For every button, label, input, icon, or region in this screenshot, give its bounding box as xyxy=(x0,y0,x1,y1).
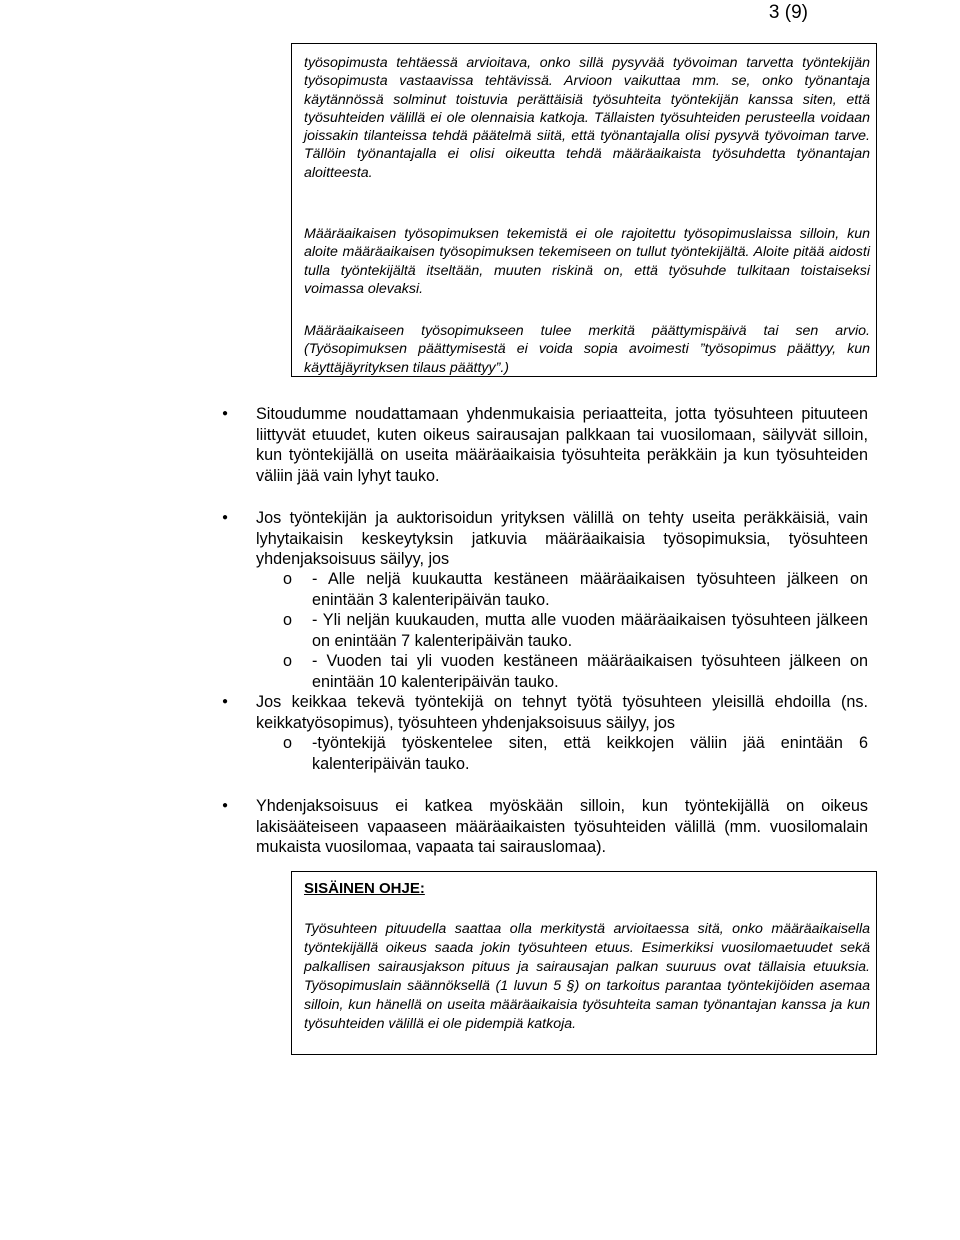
sub-bullet-text: - Alle neljä kuukautta kestäneen määräaikaisen työsuhteen jälkeen on enintään 3 kalenteripäivän tauko. xyxy=(312,570,868,609)
sub-bullet-marker: o xyxy=(283,652,293,670)
sub-bullet-marker: o xyxy=(283,611,293,629)
sub-bullet-marker: o xyxy=(283,734,293,752)
sub-bullet-text: - Yli neljän kuukauden, mutta alle vuoden määräaikaisen työsuhteen jälkeen on enintään 7 kalenteripäivän tauko. xyxy=(312,611,868,650)
internal-guidance-title: SISÄINEN OHJE: xyxy=(304,880,425,897)
bullet-icon: ● xyxy=(222,408,229,419)
internal-guidance-text: Työsuhteen pituudella saattaa olla merkitystä arvioitaessa sitä, onko määräaikaisella työntekijällä oikeus saada jokin työsuhteen etuus. Esimerkiksi vuosilomaetuudet sekä palkallisen sairausjakson pituus ja sairausajan palkan suuruus ovat tällaisia etuuksia. Työsopimuslain säännöksellä (1 luvun 5 §) on tarkoitus parantaa työntekijöiden asemaa silloin, kun hänellä on useita määräaikaisia työsuhteita saman työnantajan kanssa ja kun työsuhteiden välillä ei ole pidempiä katkoja. xyxy=(304,921,870,1032)
sub-bullet-marker: o xyxy=(283,570,293,588)
bullet-icon: ● xyxy=(222,696,229,707)
quote-paragraph-3: Määräaikaiseen työsopimukseen tulee merkitä päättymispäivä tai sen arvio. (Työsopimuksen päättymisestä ei voida sopia avoimesti ”työsopimus päättyy, kun käyttäjäyrityksen tilaus päättyy”.) xyxy=(304,323,870,376)
quote-paragraph-2: Määräaikaisen työsopimuksen tekemistä ei ole rajoitettu työsopimuslaissa silloin, kun aloite määräaikaisen työsopimuksen tekemiseen on tullut työntekijältä. Aloite pitää aidosti tulla työntekijältä itseltään, muuten riskinä on, että työsuhde tulkitaan toistaiseksi voimassa olevaksi. xyxy=(304,226,870,297)
sub-bullet-text: - Vuoden tai yli vuoden kestäneen määräaikaisen työsuhteen jälkeen on enintään 10 kalenteripäivän tauko. xyxy=(312,652,868,691)
bullet-text-2: Jos työntekijän ja auktorisoidun yrityksen välillä on tehty useita peräkkäisiä, vain lyhytaikaisin keskeytyksin jatkuvia määräaikaisia työsopimuksia, työsuhteen yhdenjaksoisuus säilyy, jos xyxy=(256,509,868,568)
bullet-icon: ● xyxy=(222,800,229,811)
quote-box xyxy=(291,43,877,377)
internal-guidance-box xyxy=(291,871,877,1055)
sub-bullet-text: -työntekijä työskentelee siten, että keikkojen väliin jää enintään 6 kalenteripäivän tauko. xyxy=(312,734,868,773)
bullet-text-1: Sitoudumme noudattamaan yhdenmukaisia periaatteita, jotta työsuhteen pituuteen liittyvät etuudet, kuten oikeus sairausajan palkkaan tai vuosilomaan, säilyvät silloin, kun työntekijällä on useita määräaikaisia työsuhteita peräkkäin ja kun työsuhteiden väliin jää vain lyhyt tauko. xyxy=(256,405,868,485)
bullet-text-3: Jos keikkaa tekevä työntekijä on tehnyt työtä työsuhteen yleisillä ehdoilla (ns. keikkatyösopimus), työsuhteen yhdenjaksoisuus säilyy, jos xyxy=(256,693,868,732)
bullet-icon: ● xyxy=(222,512,229,523)
quote-paragraph-1: työsopimusta tehtäessä arvioitava, onko sillä pysyvää työvoiman tarvetta työntekijän työsopimusta vastaavissa tehtävissä. Arvioon vaikuttaa mm. se, onko työnantaja käytännössä solminut toistuvia perättäisiä työsuhteita työntekijän kanssa siten, että työsuhteiden välillä ei ole olennaisia katkoja. Tällaisten työsuhteiden perusteella voidaan joissakin tilanteissa tehdä päätelmä siitä, että työnantajalla olisi pysyvä työvoiman tarve. Tällöin työnantajalla ei olisi oikeutta tehdä määräaikaista työsuhdetta työnantajan aloitteesta. xyxy=(304,55,870,181)
bullet-text-4: Yhdenjaksoisuus ei katkea myöskään silloin, kun työntekijällä on oikeus lakisääteiseen vapaaseen määräaikaisten työsuhteiden välillä (mm. vuosilomalain mukaista vuosilomaa, vapaata tai sairauslomaa). xyxy=(256,797,868,856)
page-number: 3 (9) xyxy=(768,2,808,23)
